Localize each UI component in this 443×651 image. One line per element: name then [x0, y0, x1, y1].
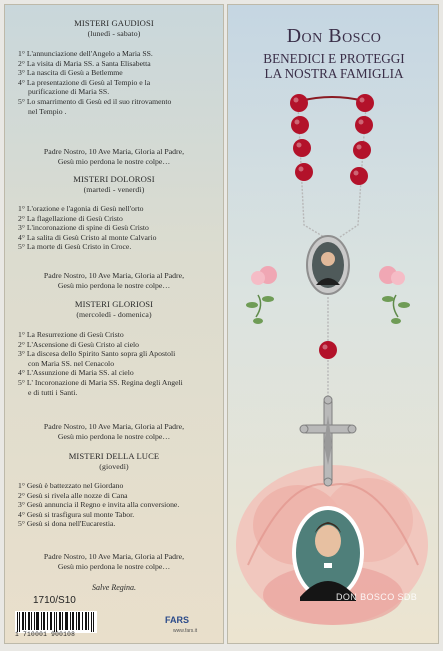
rosary-illustration: [228, 5, 439, 644]
mystery-item: 5° L' Incoronazione di Maria SS. Regina degli Angeli: [18, 377, 183, 387]
prayer-block: [5, 271, 223, 291]
section-title-gaudiosi: MISTERI GAUDIOSI: [74, 18, 154, 28]
brand-url: www.fars.it: [173, 628, 198, 634]
section-days-gloriosi: (mercoledì - domenica): [76, 310, 152, 319]
rosary-panel: [227, 4, 439, 644]
prayer-line: Gesù mio perdona le nostre colpe…: [57, 561, 171, 571]
mysteries-panel: [4, 4, 224, 644]
title-don-bosco: Don Bosco: [286, 25, 382, 47]
mystery-item: 2° La flagellazione di Gesù Cristo: [18, 213, 123, 223]
title-line: BENEDICI E PROTEGGI: [263, 51, 405, 66]
mystery-item: 1° L'orazione e l'agonia di Gesù nell'orto: [18, 204, 144, 213]
mystery-item: 5° Lo smarrimento di Gesù ed il suo ritrovamento: [18, 96, 172, 106]
mystery-item: 3° L'incoronazione di spine di Gesù Cristo: [18, 223, 149, 233]
mystery-item: 4° La salita di Gesù Cristo al monte Calvario: [18, 232, 157, 242]
prayer-line: Gesù mio perdona le nostre colpe…: [57, 156, 171, 166]
mystery-item: 2° La visita di Maria SS. a Santa Elisabetta: [18, 58, 151, 68]
barcode-number: 1 710001 900108: [15, 631, 76, 638]
mysteries-list-dolorosi: [18, 204, 218, 252]
barcode: [15, 611, 97, 633]
small-rose-right-icon: [379, 266, 410, 324]
rosary-beads: [290, 94, 374, 359]
mystery-item: 5° Gesù si dona nell'Eucarestia.: [18, 519, 116, 529]
mystery-item: nel Tempio .: [28, 106, 67, 116]
prayer-line: Padre Nostro, 10 Ave Maria, Gloria al Padre,: [43, 422, 185, 431]
title-line: LA NOSTRA FAMIGLIA: [264, 66, 404, 81]
small-rose-left-icon: [246, 266, 277, 324]
mystery-item: 2° L'Ascensione di Gesù Cristo al cielo: [18, 339, 140, 349]
section-days-dolorosi: (martedì - venerdì): [83, 185, 145, 194]
section-days-luce: (giovedì): [99, 462, 129, 471]
mystery-item: purificazione di Maria SS.: [28, 87, 110, 97]
mystery-item: 2° Gesù si rivela alle nozze di Cana: [18, 490, 128, 500]
prayer-block: [5, 552, 223, 572]
section-title-luce: MISTERI DELLA LUCE: [68, 451, 160, 461]
prayer-line: Padre Nostro, 10 Ave Maria, Gloria al Padre,: [43, 147, 185, 156]
prayer-line: Gesù mio perdona le nostre colpe…: [57, 280, 171, 290]
prayer-block: [5, 422, 223, 442]
mysteries-list-luce: [18, 481, 218, 529]
prayer-block: [5, 147, 223, 167]
mystery-item: 1° La Resurrezione di Gesù Cristo: [18, 330, 124, 339]
section-title-gloriosi: MISTERI GLORIOSI: [74, 299, 154, 309]
section-days-gaudiosi: (lunedì - sabato): [87, 29, 141, 38]
mystery-item: 5° La morte di Gesù Cristo in Croce.: [18, 242, 132, 252]
mystery-item: 3° Gesù annuncia il Regno e invita alla conversione.: [18, 500, 180, 510]
mysteries-list-gaudiosi: [18, 49, 218, 116]
mystery-item: 3° La discesa dello Spirito Santo sopra gli Apostoli: [18, 349, 176, 359]
mystery-item: con Maria SS. nel Cenacolo: [28, 358, 115, 368]
mystery-item: 3° La nascita di Gesù a Betlemme: [18, 68, 123, 78]
brand-logo: FARS: [165, 615, 190, 625]
prayer-line: Gesù mio perdona le nostre colpe…: [57, 431, 171, 441]
prayer-line: Padre Nostro, 10 Ave Maria, Gloria al Padre,: [43, 552, 185, 561]
section-title-dolorosi: MISTERI DOLOROSI: [73, 174, 155, 184]
closing-prayer: Salve Regina.: [92, 583, 136, 592]
mystery-item: 4° Gesù si trasfigura sul monte Tabor.: [18, 509, 135, 519]
mystery-item: e di tutti i Santi.: [28, 387, 78, 397]
mystery-item: 4° La presentazione di Gesù al Tempio e la: [18, 77, 151, 87]
portrait-caption: DON BOSCO SDB: [336, 592, 418, 602]
product-code: 1710/S10: [33, 595, 76, 606]
mysteries-list-gloriosi: [18, 330, 218, 397]
mystery-item: 1° Gesù è battezzato nel Giordano: [18, 481, 124, 490]
mystery-item: 1° L'annunciazione dell'Angelo a Maria SS.: [18, 49, 153, 58]
mystery-item: 4° L'Assunzione di Maria SS. al cielo: [18, 368, 134, 378]
prayer-line: Padre Nostro, 10 Ave Maria, Gloria al Padre,: [43, 271, 185, 280]
medal-icon: [307, 236, 349, 294]
